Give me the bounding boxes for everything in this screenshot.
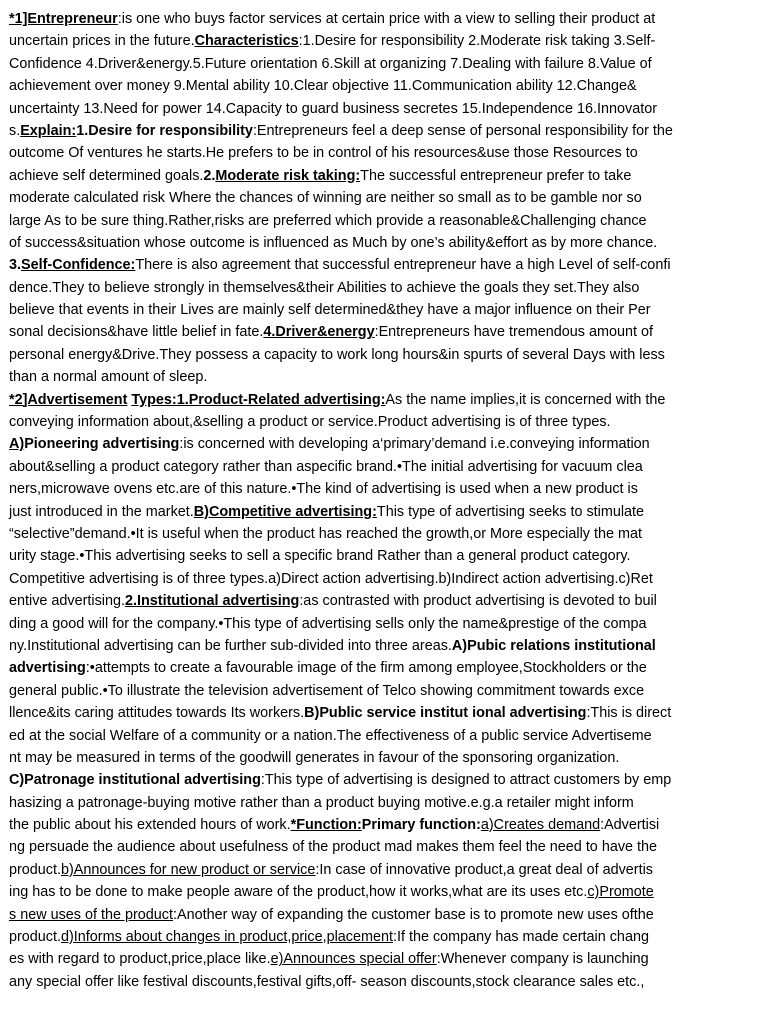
body-text: :Entrepreneurs have tremendous amount of [374,324,653,341]
text-line [9,523,761,545]
heading-text: 4.Driver&energy [263,324,375,341]
text-line [9,389,761,411]
body-text: Confidence 4.Driver&energy.5.Future orientation 6.Skill at organizing 7.Dealing with failure 8.Value of [9,55,652,72]
heading-text: 3. [9,257,22,274]
body-text: b)Announces for new product or service [61,861,316,878]
body-text: large As to be sure thing.Rather,risks are preferred which provide a reasonable&Challenging chance [9,212,647,229]
text-line [9,792,761,814]
text-line [9,254,761,276]
text-line [9,814,761,836]
heading-text: Explain: [20,122,77,139]
body-text: personal energy&Drive.They possess a capacity to work long hours&in spurts of several Days with less [9,346,665,363]
text-line [9,568,761,590]
body-text: s. [9,122,21,139]
text-line [9,747,761,769]
text-line [9,545,761,567]
body-text: moderate calculated risk Where the chances of winning are neither so small as to be gamble nor so [9,190,642,207]
body-text: This type of advertising seeks to stimulate [376,503,645,520]
heading-text: 1.Desire for responsibility [76,122,253,139]
body-text: urity stage.•This advertising seeks to sell a specific brand Rather than a general product category. [9,548,631,565]
text-line [9,142,761,164]
body-text: ny.Institutional advertising can be further sub-divided into three areas. [9,637,452,654]
heading-text: *1]Entrepreneur [9,11,118,27]
text-line [9,836,761,858]
body-text: c)Promote [587,884,654,901]
heading-text: advertising [9,660,86,677]
text-line [9,277,761,299]
body-text: dence.They to believe strongly in themselves&their Abilities to achieve the goals they set.They also [9,279,640,296]
body-text: outcome Of ventures he starts.He prefers to be in control of his resources&use those Resources to [9,145,638,162]
body-text: product. [9,929,61,946]
text-line [9,904,761,926]
heading-text: B)Public service institut ional advertising [304,705,587,722]
text-line [9,75,761,97]
body-text: general public.•To illustrate the television advertisement of Telco showing commitment towards exce [9,682,645,699]
body-text: s new uses of the product [9,906,173,923]
body-text: :Whenever company is launching [436,951,649,968]
body-text: :This is direct [586,705,672,722]
heading-text: Competitive advertising: [208,503,377,520]
body-text: :is concerned with developing a‘primary’demand i.e.conveying information [179,436,650,453]
body-text: conveying information about,&selling a product or service.Product advertising is of three types. [9,414,611,431]
text-line [9,120,761,142]
body-text: ners,microwave ovens etc.are of this nature.•The kind of advertising is used when a new product is [9,481,638,498]
body-text: of success&situation whose outcome is influenced as Much by one’s ability&effort as by more chance. [9,234,658,251]
text-line [9,478,761,500]
body-text: e)Announces special offer [270,951,437,968]
text-line [9,366,761,388]
heading-text: *2]Advertisement [9,391,128,408]
body-text: about&selling a product category rather than aspecific brand.•The initial advertising for vacuum clea [9,458,643,475]
body-text: “selective”demand.•It is useful when the product has reached the growth,or More especially the mat [9,525,642,542]
text-line [9,725,761,747]
body-text: d)Informs about changes in product,price,placement [61,929,393,946]
heading-text: Primary function: [361,817,481,834]
body-text: :as contrasted with product advertising is devoted to buil [299,593,657,610]
heading-text: A) [9,436,25,453]
body-text: There is also agreement that successful entrepreneur have a high Level of self-confi [135,257,671,274]
text-line [9,881,761,903]
body-text: uncertain prices in the future. [9,33,195,50]
text-line [9,859,761,881]
body-text: :Entrepreneurs feel a deep sense of personal responsibility for the [252,122,673,139]
body-text: uncertainty 13.Need for power 14.Capacity to guard business secretes 15.Independence 16.Innovator [9,100,657,117]
text-line [9,98,761,120]
text-line [9,53,761,75]
text-line [9,321,761,343]
body-text: just introduced in the market. [9,503,194,520]
text-line [9,680,761,702]
body-text: ed at the social Welfare of a community or a nation.The effectiveness of a public service Advertiseme [9,727,652,744]
text-line [9,8,761,30]
text-line [9,210,761,232]
body-text: :1.Desire for responsibility 2.Moderate risk taking 3.Self- [298,33,656,50]
body-text: sonal decisions&have little belief in fate. [9,324,264,341]
heading-text: *Function: [290,817,362,834]
text-line [9,30,761,52]
body-text: Competitive advertising is of three types.a)Direct action advertising.b)Indirect action advertising.c)Ret [9,570,653,587]
body-text: The successful entrepreneur prefer to take [360,167,632,184]
body-text: :is one who buys factor services at certain price with a view to selling their product at [117,11,656,27]
body-text: the public about his extended hours of work. [9,817,291,834]
text-line [9,769,761,791]
text-line [9,187,761,209]
document-body [9,8,761,993]
text-line [9,456,761,478]
body-text: :In case of innovative product,a great deal of advertis [315,861,653,878]
text-line [9,590,761,612]
text-line [9,635,761,657]
body-text: achieve self determined goals. [9,167,204,184]
body-text: ding a good will for the company.•This type of advertising sells only the name&prestige of the compa [9,615,647,632]
text-line [9,501,761,523]
body-text: entive advertising. [9,593,125,610]
text-line [9,971,761,993]
heading-text: Pioneering advertising [24,436,180,453]
body-text: llence&its caring attitudes towards Its workers. [9,705,305,722]
heading-text: A)Pubic relations institutional [451,637,656,654]
body-text: :•attempts to create a favourable image of the firm among employee,Stockholders or the [85,660,647,677]
body-text: :If the company has made certain chang [392,929,649,946]
heading-text: Types:1.Product-Related advertising: [131,391,386,408]
body-text: achievement over money 9.Mental ability 10.Clear objective 11.Communication ability 12.Change& [9,78,637,95]
body-text: ng persuade the audience about usefulness of the product mad makes them feel the need to have the [9,839,658,856]
heading-text: Self-Confidence: [21,257,136,274]
body-text: :Advertisi [600,817,660,834]
body-text: :This type of advertising is designed to attract customers by emp [260,772,672,789]
text-line [9,165,761,187]
text-line [9,344,761,366]
body-text: :Another way of expanding the customer base is to promote new uses ofthe [173,906,654,923]
heading-text: Characteristics [194,33,299,50]
text-line [9,613,761,635]
body-text: product. [9,861,61,878]
text-line [9,232,761,254]
body-text: any special offer like festival discounts,festival gifts,off- season discounts,stock clearance sales etc., [9,973,645,990]
heading-text: 2.Institutional advertising [125,593,300,610]
heading-text: B) [193,503,209,520]
text-line [9,948,761,970]
body-text: As the name implies,it is concerned with the [385,391,666,408]
heading-text: C)Patronage institutional advertising [9,772,261,789]
body-text: nt may be measured in terms of the goodwill generates in favour of the sponsoring organization. [9,749,620,766]
body-text: es with regard to product,price,place like. [9,951,271,968]
body-text: hasizing a patronage-buying motive rather than a product buying motive.e.g.a retailer might inform [9,794,634,811]
body-text: believe that events in their Lives are mainly self determined&they have a major influence on their Per [9,302,651,319]
text-line [9,433,761,455]
text-line [9,702,761,724]
body-text: a)Creates demand [480,817,601,834]
text-line [9,657,761,679]
text-line [9,411,761,433]
heading-text: 2. [203,167,216,184]
heading-text: Moderate risk taking: [215,167,361,184]
body-text: than a normal amount of sleep. [9,369,208,386]
text-line [9,299,761,321]
text-line [9,926,761,948]
body-text: ing has to be done to make people aware of the product,how it works,what are its uses etc. [9,884,588,901]
